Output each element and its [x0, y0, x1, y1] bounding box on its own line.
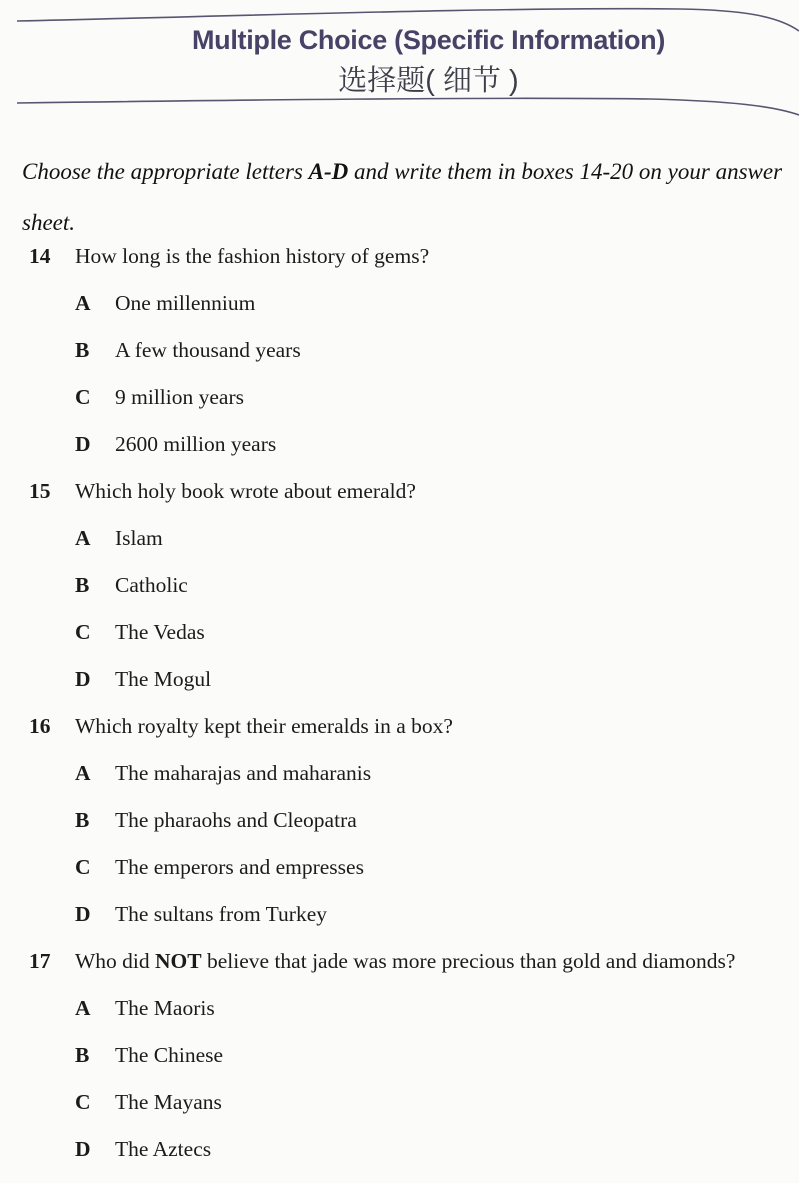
option-text: The Aztecs: [115, 1137, 212, 1161]
question-text-part: How long is the fashion history of gems?: [75, 244, 430, 268]
option-letter: B: [75, 573, 90, 597]
option-text: The Mayans: [115, 1090, 222, 1114]
option-row: [75, 666, 799, 693]
option-row: [75, 572, 799, 599]
option-letter: D: [75, 902, 91, 926]
option-text: The maharajas and maharanis: [115, 761, 372, 785]
option-letter: D: [75, 1137, 91, 1161]
question-text-part: Which holy book wrote about emerald?: [75, 479, 416, 503]
option-letter: A: [75, 996, 91, 1020]
question-number: 17: [29, 949, 51, 973]
page-subtitle-chinese: 选择题( 细节 ): [338, 65, 519, 97]
option-row: [75, 1089, 799, 1116]
page-title: Multiple Choice (Specific Information): [191, 25, 666, 55]
option-text: 9 million years: [115, 385, 244, 409]
option-letter: C: [75, 620, 91, 644]
option-letter: C: [75, 385, 91, 409]
question-number: 16: [29, 714, 51, 738]
option-text: A few thousand years: [115, 338, 301, 362]
option-text: The pharaohs and Cleopatra: [115, 808, 357, 832]
banner-bottom-line: [17, 98, 799, 115]
question-text: [75, 478, 799, 505]
question-text-part: Which royalty kept their emeralds in a box?: [75, 714, 453, 738]
option-row: [75, 807, 799, 834]
option-row: [75, 525, 799, 552]
banner: [0, 0, 799, 120]
option-text: The Maoris: [115, 996, 215, 1020]
option-row: [75, 760, 799, 787]
option-letter: B: [75, 808, 90, 832]
instruction-text: [22, 146, 795, 248]
question-row: [0, 478, 799, 505]
option-text: The sultans from Turkey: [115, 902, 328, 926]
question-text-part: believe that jade was more precious than gold and diamonds?: [201, 949, 736, 973]
option-text: The Vedas: [115, 620, 205, 644]
option-text: Islam: [115, 526, 163, 550]
instruction-bold-range: A-D: [308, 159, 349, 184]
question-text: [75, 243, 799, 270]
question-text-bold: NOT: [155, 949, 202, 973]
option-text: 2600 million years: [115, 432, 277, 456]
option-row: [75, 1136, 799, 1163]
question-text: [75, 713, 799, 740]
option-letter: A: [75, 761, 91, 785]
option-letter: B: [75, 1043, 90, 1067]
option-row: [75, 854, 799, 881]
question-text: [75, 948, 799, 975]
option-row: [75, 384, 799, 411]
option-letter: C: [75, 855, 91, 879]
option-row: [75, 901, 799, 928]
option-letter: B: [75, 338, 90, 362]
option-row: [75, 619, 799, 646]
question-text-part: Who did: [75, 949, 156, 973]
option-row: [75, 995, 799, 1022]
question-number: 14: [29, 244, 51, 268]
option-letter: A: [75, 291, 91, 315]
option-letter: A: [75, 526, 91, 550]
question-row: [0, 243, 799, 270]
option-letter: C: [75, 1090, 91, 1114]
question-number: 15: [29, 479, 51, 503]
option-row: [75, 431, 799, 458]
option-text: One millennium: [115, 291, 256, 315]
question-row: [0, 948, 799, 975]
option-text: The Chinese: [115, 1043, 224, 1067]
option-text: Catholic: [115, 573, 188, 597]
instruction-part: and write them in boxes 14-20 on your answer sheet.: [22, 159, 783, 235]
option-text: The Mogul: [115, 667, 212, 691]
option-text: The emperors and empresses: [115, 855, 364, 879]
option-letter: D: [75, 432, 91, 456]
instruction-part: Choose the appropriate letters: [22, 159, 309, 184]
option-letter: D: [75, 667, 91, 691]
option-row: [75, 1042, 799, 1069]
option-row: [75, 290, 799, 317]
option-row: [75, 337, 799, 364]
question-row: [0, 713, 799, 740]
questions-list: [0, 243, 799, 1183]
